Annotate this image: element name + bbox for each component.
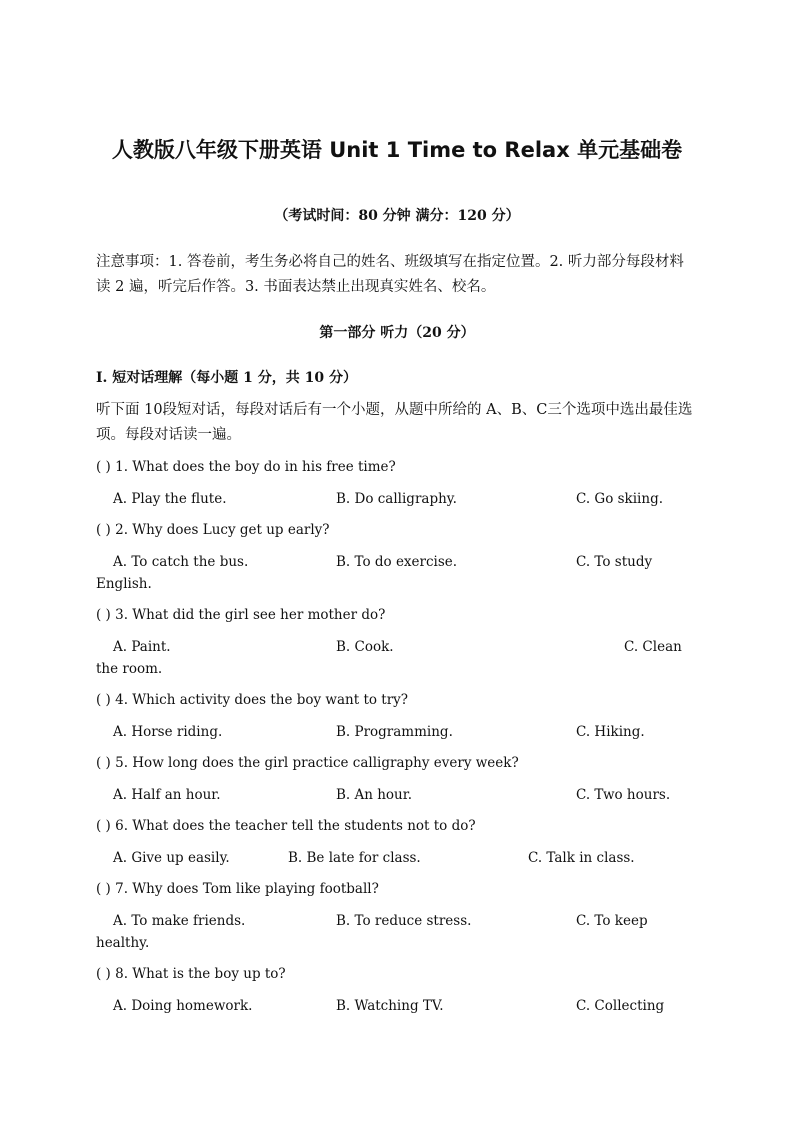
option-a: A. To catch the bus. — [113, 554, 249, 570]
option-c: C. Talk in class. — [528, 850, 635, 866]
question-text: ( ) 2. Why does Lucy get up early? — [96, 522, 330, 538]
option-b: B. Programming. — [336, 724, 453, 740]
option-a: A. Doing homework. — [113, 998, 253, 1014]
option-c: C. To keep — [576, 913, 648, 929]
page-title: 人教版八年级下册英语 Unit 1 Time to Relax 单元基础卷 — [111, 138, 683, 162]
option-c: C. To study — [576, 554, 653, 570]
option-c: C. Collecting — [576, 998, 665, 1014]
option-b: B. To reduce stress. — [336, 913, 472, 929]
question-text: ( ) 3. What did the girl see her mother do? — [96, 607, 386, 623]
option-c: C. Hiking. — [576, 724, 645, 740]
option-c: C. Two hours. — [576, 787, 671, 803]
option-c: C. Go skiing. — [576, 491, 664, 507]
option-c: C. Clean — [624, 639, 682, 655]
question-text: ( ) 5. How long does the girl practice calligraphy every week? — [96, 755, 519, 771]
instructions-text: 听下面 10段短对话，每段对话后有一个小题，从题中所给的 A、B、C三个选项中选出最佳选项。每段对话读一遍。 — [96, 402, 693, 443]
option-b: B. An hour. — [336, 787, 413, 803]
option-b: B. Watching TV. — [336, 998, 444, 1014]
option-c-continuation: English. — [96, 576, 152, 592]
question-text: ( ) 8. What is the boy up to? — [96, 966, 286, 982]
section-heading: Ⅰ. 短对话理解（每小题 1 分，共 10 分） — [96, 370, 358, 386]
question-text: ( ) 1. What does the boy do in his free time? — [96, 459, 396, 475]
notice-text: 注意事项：1. 答卷前，考生务必将自己的姓名、班级填写在指定位置。2. 听力部分每段材料读 2 遍，听完后作答。3. 书面表达禁止出现真实姓名、校名。 — [96, 254, 684, 295]
option-b: B. Be late for class. — [288, 850, 421, 866]
option-c-continuation: healthy. — [96, 935, 150, 951]
question-text: ( ) 4. Which activity does the boy want to try? — [96, 692, 409, 708]
exam-info: （考试时间：80 分钟 满分：120 分） — [274, 208, 520, 224]
option-a: A. To make friends. — [113, 913, 246, 929]
option-b: B. Do calligraphy. — [336, 491, 457, 507]
question-text: ( ) 6. What does the teacher tell the students not to do? — [96, 818, 476, 834]
part-heading: 第一部分 听力（20 分） — [319, 325, 475, 341]
option-a: A. Give up easily. — [113, 850, 230, 866]
option-a: A. Half an hour. — [113, 787, 221, 803]
option-b: B. To do exercise. — [336, 554, 458, 570]
option-c-continuation: the room. — [96, 661, 163, 677]
option-b: B. Cook. — [336, 639, 394, 655]
option-a: A. Play the flute. — [113, 491, 227, 507]
option-a: A. Paint. — [113, 639, 171, 655]
question-text: ( ) 7. Why does Tom like playing football? — [96, 881, 379, 897]
option-a: A. Horse riding. — [113, 724, 223, 740]
